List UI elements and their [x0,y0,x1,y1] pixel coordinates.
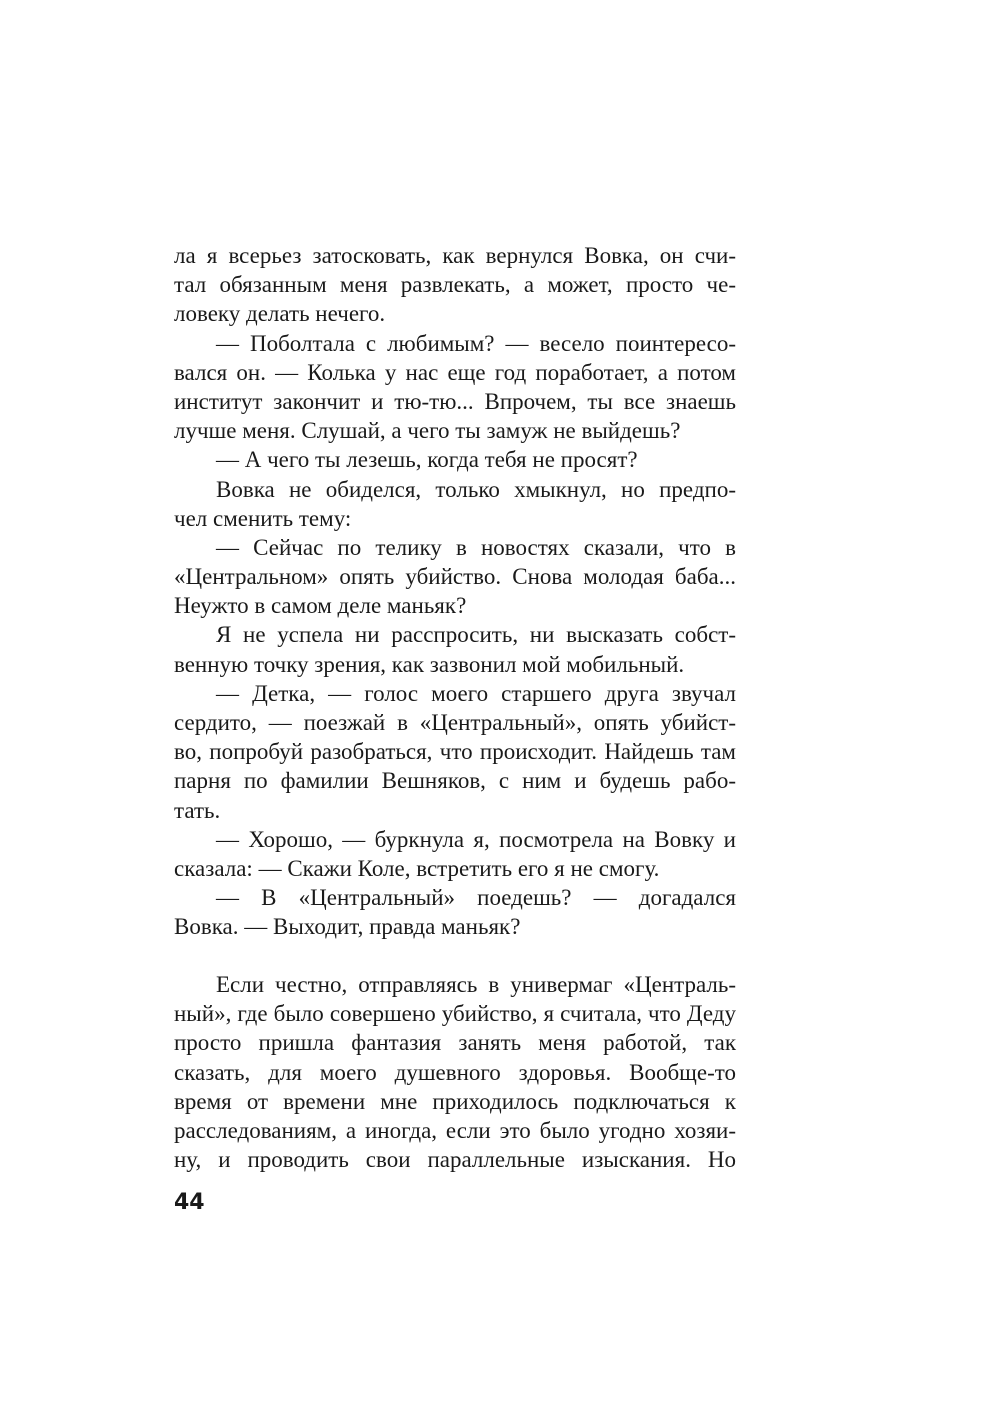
text-line: — В «Центральный» поедешь? — догадался [216,885,736,911]
text-line: тать. [174,797,221,823]
text-line: время от времени мне приходилось подключаться к [174,1088,736,1114]
text-line: — Детка, — голос моего старшего друга звучал [216,680,736,706]
text-line: сказать, для моего душевного здоровья. Вообще-то [174,1059,736,1085]
text-block-bottom [174,970,736,1174]
text-line: Вовка. — Выходит, правда маньяк? [174,914,521,940]
text-line: ный», где было совершено убийство, я считала, что Деду [174,1001,736,1027]
text-line: во, попробуй разобраться, что происходит. Найдешь там [174,739,736,765]
text-line: лучше меня. Слушай, а чего ты замуж не выйдешь? [174,418,681,444]
text-line: вался он. — Колька у нас еще год поработает, а потом [174,359,736,385]
text-line: «Центральном» опять убийство. Снова молодая баба... [174,564,736,590]
text-line: — Хорошо, — буркнула я, посмотрела на Вовку и [216,826,736,852]
text-line: — Сейчас по телику в новостях сказали, что в [216,534,736,560]
text-line: просто пришла фантазия занять меня работой, так [174,1030,736,1056]
text-line: венную точку зрения, как зазвонил мой мобильный. [174,651,685,677]
text-line: — Поболтала с любимым? — весело поинтересо- [216,330,736,356]
text-line: институт закончит и тю-тю... Впрочем, ты все знаешь [174,388,736,414]
text-line: ну, и проводить свои параллельные изыскания. Но [174,1147,736,1173]
text-line: тал обязанным меня развлекать, а может, просто че- [174,272,736,298]
text-line: Вовка не обиделся, только хмыкнул, но предпо- [216,476,736,502]
text-line: ловеку делать нечего. [174,301,386,327]
text-line: Если честно, отправляясь в универмаг «Централь- [216,972,736,997]
text-line: чел сменить тему: [174,505,352,531]
text-line: ла я всерьез затосковать, как вернулся Вовка, он счи- [174,243,736,268]
text-line: сказала: — Скажи Коле, встретить его я не смогу. [174,855,660,881]
text-line: сердито, — поезжай в «Центральный», опять убийст- [174,710,736,735]
page-number: 44 [174,1190,205,1215]
text-line: Я не успела ни расспросить, ни высказать собст- [216,622,736,648]
text-line: парня по фамилии Вешняков, с ним и будешь рабо- [174,768,736,794]
text-line: расследованиям, а иногда, если это было угодно хозяи- [174,1117,736,1143]
text-line: Неужто в самом деле маньяк? [174,593,467,619]
text-line: — А чего ты лезешь, когда тебя не просят? [216,447,638,473]
text-block-top [174,241,736,942]
